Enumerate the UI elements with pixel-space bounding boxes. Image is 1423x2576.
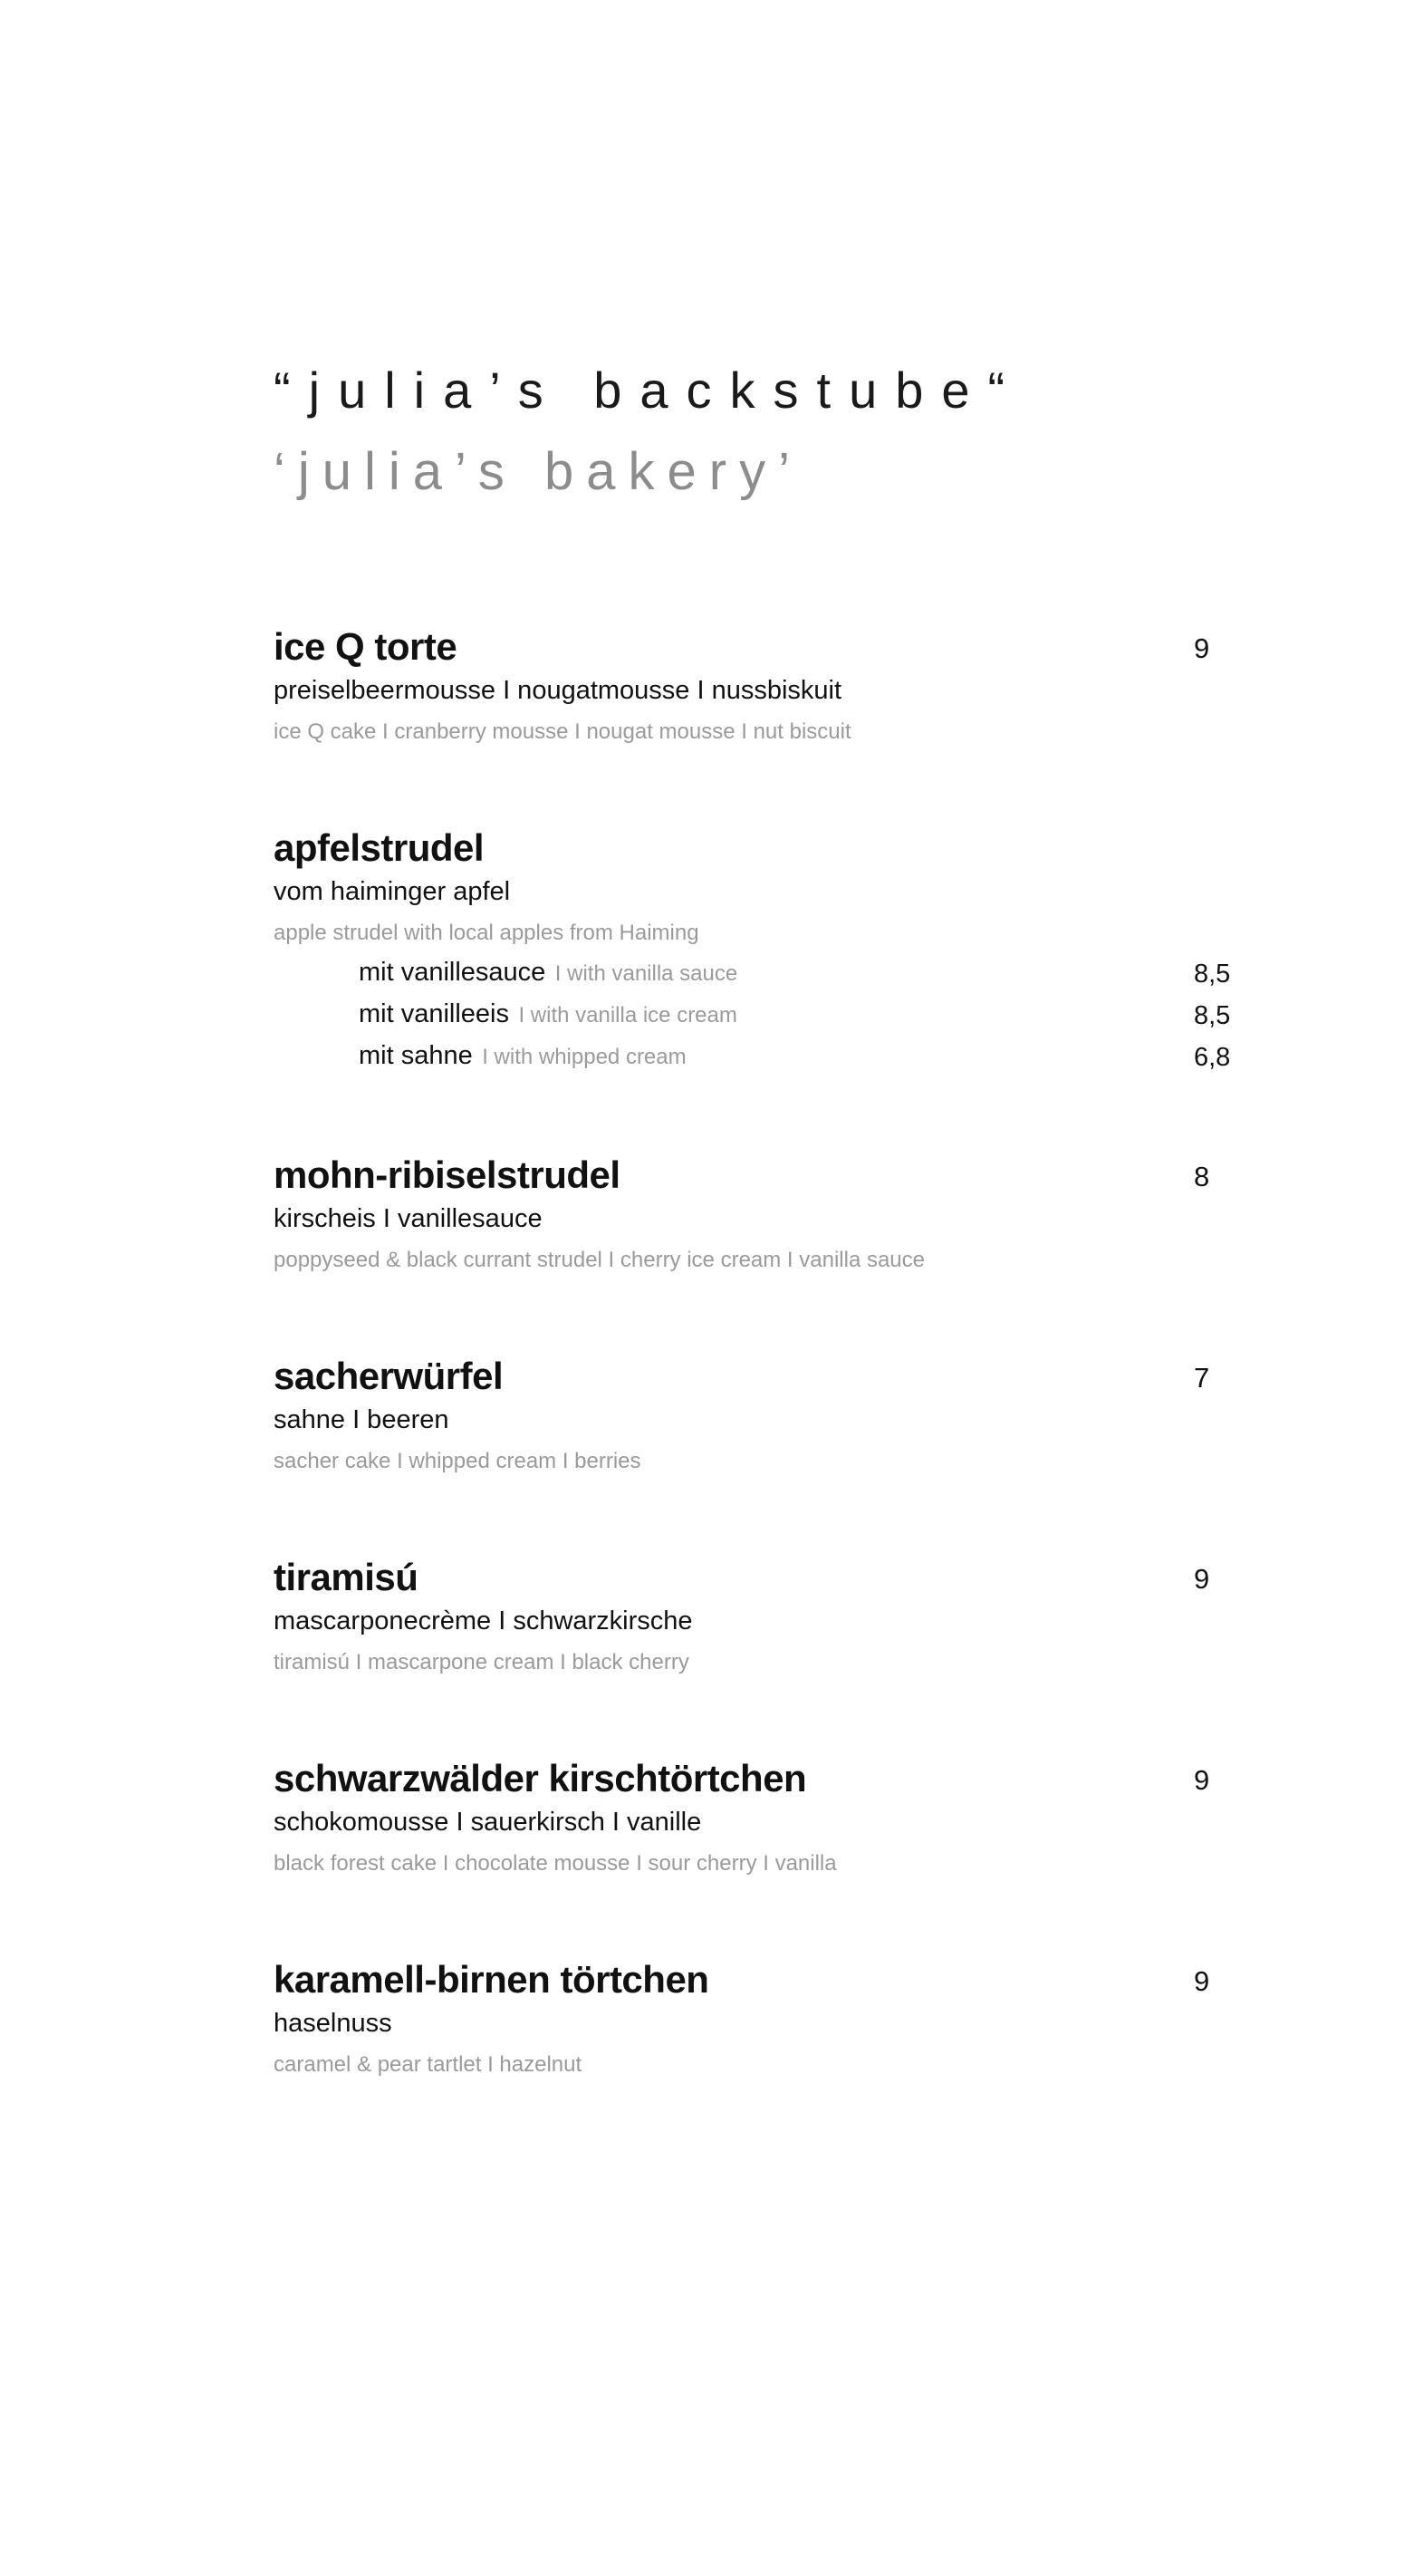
item-english-description: sacher cake I whipped cream I berries [274,1449,641,1473]
item-price: 9 [1194,632,1210,664]
item-name: sacherwürfel [274,1355,504,1397]
option-name: mit vanilleeis [359,999,509,1028]
item-price: 9 [1194,1965,1210,1997]
item-description: sahne I beeren [274,1405,449,1434]
item-english-description: poppyseed & black currant strudel I cherry ice cream I vanilla sauce [274,1248,926,1272]
option-price: 8,5 [1194,1001,1231,1030]
item-description: preiselbeermousse I nougatmousse I nussbiskuit [274,676,842,705]
item-description: mascarponecrème I schwarzkirsche [274,1606,693,1635]
item-name: tiramisú [274,1556,418,1598]
item-name: apfelstrudel [274,826,485,869]
item-english-description: tiramisú I mascarpone cream I black cherry [274,1650,689,1674]
item-description: schokomousse I sauerkirsch I vanille [274,1808,702,1837]
option-name: mit sahne [359,1041,473,1070]
item-name: ice Q torte [274,625,457,668]
item-price: 9 [1194,1764,1210,1796]
item-english-description: caramel & pear tartlet I hazelnut [274,2052,582,2077]
item-description: haselnuss [274,2009,392,2038]
item-english-description: black forest cake I chocolate mousse I sour cherry I vanilla [274,1851,837,1876]
option-row [359,999,1234,1036]
item-name: schwarzwälder kirschtörtchen [274,1757,807,1799]
item-description: vom haiminger apfel [274,877,511,906]
option-english: I with vanilla sauce [554,961,738,986]
option-price: 6,8 [1194,1043,1231,1072]
option-name: mit vanillesauce [359,958,546,987]
option-row [359,1041,1234,1077]
option-english: I with whipped cream [482,1045,687,1069]
option-price: 8,5 [1194,960,1231,989]
menu-subtitle: ‘julia’s bakery’ [274,442,803,501]
option-english: I with vanilla ice cream [518,1003,737,1028]
item-name: karamell-birnen törtchen [274,1958,709,2001]
item-name: mohn-ribiselstrudel [274,1153,620,1196]
item-english-description: ice Q cake I cranberry mousse I nougat mousse I nut biscuit [274,719,851,744]
item-price: 9 [1194,1563,1210,1595]
item-english-description: apple strudel with local apples from Haiming [274,921,699,945]
item-price: 8 [1194,1161,1210,1192]
item-description: kirscheis I vanillesauce [274,1204,543,1233]
menu-title: “julia’s backstube“ [274,362,1024,419]
option-row [359,958,1234,994]
item-price: 7 [1194,1362,1210,1394]
